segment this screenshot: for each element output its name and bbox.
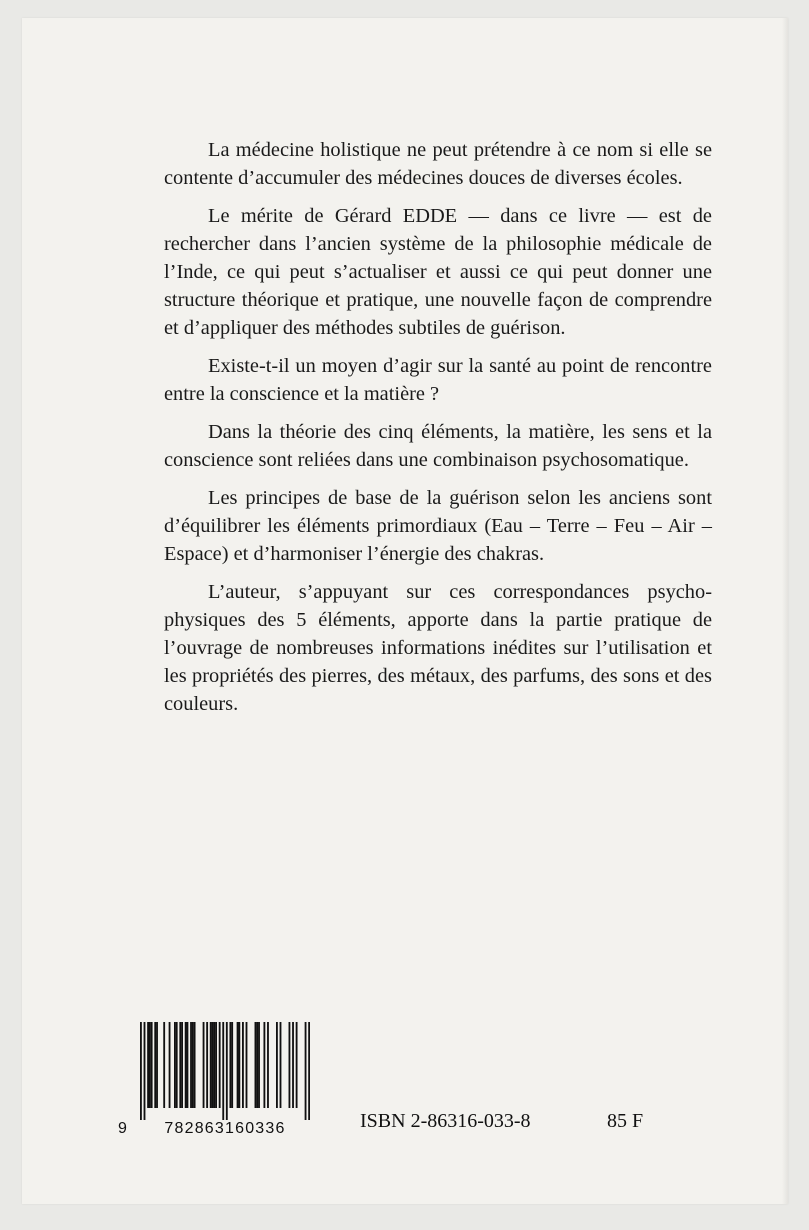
blurb-paragraph-5: Les principes de base de la guérison selon les anciens sont d’équilibrer les éléments primordiaux (Eau – Terre – Feu – Air – Espace) et d’harmoniser l’énergie des chakras. bbox=[164, 487, 712, 565]
barcode-bar bbox=[206, 1022, 208, 1108]
barcode-bar bbox=[144, 1022, 146, 1120]
blurb-paragraph-3: Existe-t-il un moyen d’agir sur la santé au point de rencontre entre la conscience et la matière ? bbox=[164, 355, 712, 405]
barcode-bar bbox=[154, 1022, 156, 1108]
back-cover bbox=[22, 18, 788, 1204]
price: 85 F bbox=[607, 1110, 644, 1132]
barcode-bar bbox=[176, 1022, 178, 1108]
barcode-bar bbox=[308, 1022, 310, 1120]
barcode-bar bbox=[194, 1022, 196, 1108]
barcode-bar bbox=[289, 1022, 291, 1108]
barcode-bar bbox=[256, 1022, 258, 1108]
barcode-bar bbox=[280, 1022, 282, 1108]
barcode-bar bbox=[267, 1022, 269, 1108]
barcode-bar bbox=[263, 1022, 265, 1108]
barcode-bar bbox=[213, 1022, 215, 1108]
barcode-bar bbox=[190, 1022, 192, 1108]
barcode-bar bbox=[292, 1022, 294, 1108]
barcode-bar bbox=[212, 1022, 214, 1108]
barcode-bar bbox=[237, 1022, 239, 1108]
barcode-bar bbox=[140, 1022, 142, 1120]
barcode-bar bbox=[226, 1022, 228, 1120]
barcode-bars bbox=[140, 1022, 310, 1120]
barcode-bar bbox=[187, 1022, 189, 1108]
barcode-bar bbox=[296, 1022, 298, 1108]
barcode-bar bbox=[305, 1022, 307, 1120]
barcode-bar bbox=[192, 1022, 194, 1108]
barcode-bar bbox=[210, 1022, 212, 1108]
barcode-bar bbox=[219, 1022, 221, 1108]
barcode-bar bbox=[246, 1022, 248, 1108]
barcode-bar bbox=[156, 1022, 158, 1108]
barcode-digits: 782863160336 bbox=[164, 1120, 286, 1137]
isbn-number: ISBN 2-86316-033-8 bbox=[360, 1110, 531, 1132]
barcode bbox=[118, 1022, 310, 1137]
barcode-bar bbox=[174, 1022, 176, 1108]
barcode-bar bbox=[229, 1022, 231, 1108]
barcode-bar bbox=[242, 1022, 244, 1108]
barcode-first-digit: 9 bbox=[118, 1120, 127, 1137]
barcode-bar bbox=[149, 1022, 151, 1108]
barcode-bar bbox=[215, 1022, 217, 1108]
barcode-bar bbox=[181, 1022, 183, 1108]
barcode-bar bbox=[179, 1022, 181, 1108]
barcode-bar bbox=[276, 1022, 278, 1108]
blurb-paragraph-4: Dans la théorie des cinq éléments, la matière, les sens et la conscience sont reliées dans une combinaison psychosomatique. bbox=[164, 421, 712, 471]
barcode-bar bbox=[255, 1022, 257, 1108]
blurb-paragraph-2: Le mérite de Gérard EDDE — dans ce livre — est de rechercher dans l’ancien système de la philosophie médicale de l’Inde, ce qui peut s’actualiser et aussi ce qui peut donner une structure théorique et pratique, une nouvelle façon de comprendre et d’appliquer des méthodes subtiles de guérison. bbox=[164, 205, 712, 339]
barcode-bar bbox=[151, 1022, 153, 1108]
barcode-bar bbox=[169, 1022, 171, 1108]
blurb-paragraph-6: L’auteur, s’appuyant sur ces correspondances psycho-physiques des 5 éléments, apporte dans la partie pratique de l’ouvrage de nombreuses informations inédites sur l’utilisation et les propriétés des pierres, des métaux, des parfums, des sons et des couleurs. bbox=[164, 581, 712, 715]
barcode-bar bbox=[147, 1022, 149, 1108]
barcode-bar bbox=[203, 1022, 205, 1108]
blurb-paragraph-1: La médecine holistique ne peut prétendre à ce nom si elle se contente d’accumuler des médecines douces de diverses écoles. bbox=[164, 139, 712, 189]
barcode-bar bbox=[185, 1022, 187, 1108]
barcode-bar bbox=[163, 1022, 165, 1108]
barcode-bar bbox=[258, 1022, 260, 1108]
blurb-text bbox=[164, 136, 712, 728]
barcode-bar bbox=[231, 1022, 233, 1108]
barcode-bar bbox=[222, 1022, 224, 1120]
barcode-bar bbox=[238, 1022, 240, 1108]
